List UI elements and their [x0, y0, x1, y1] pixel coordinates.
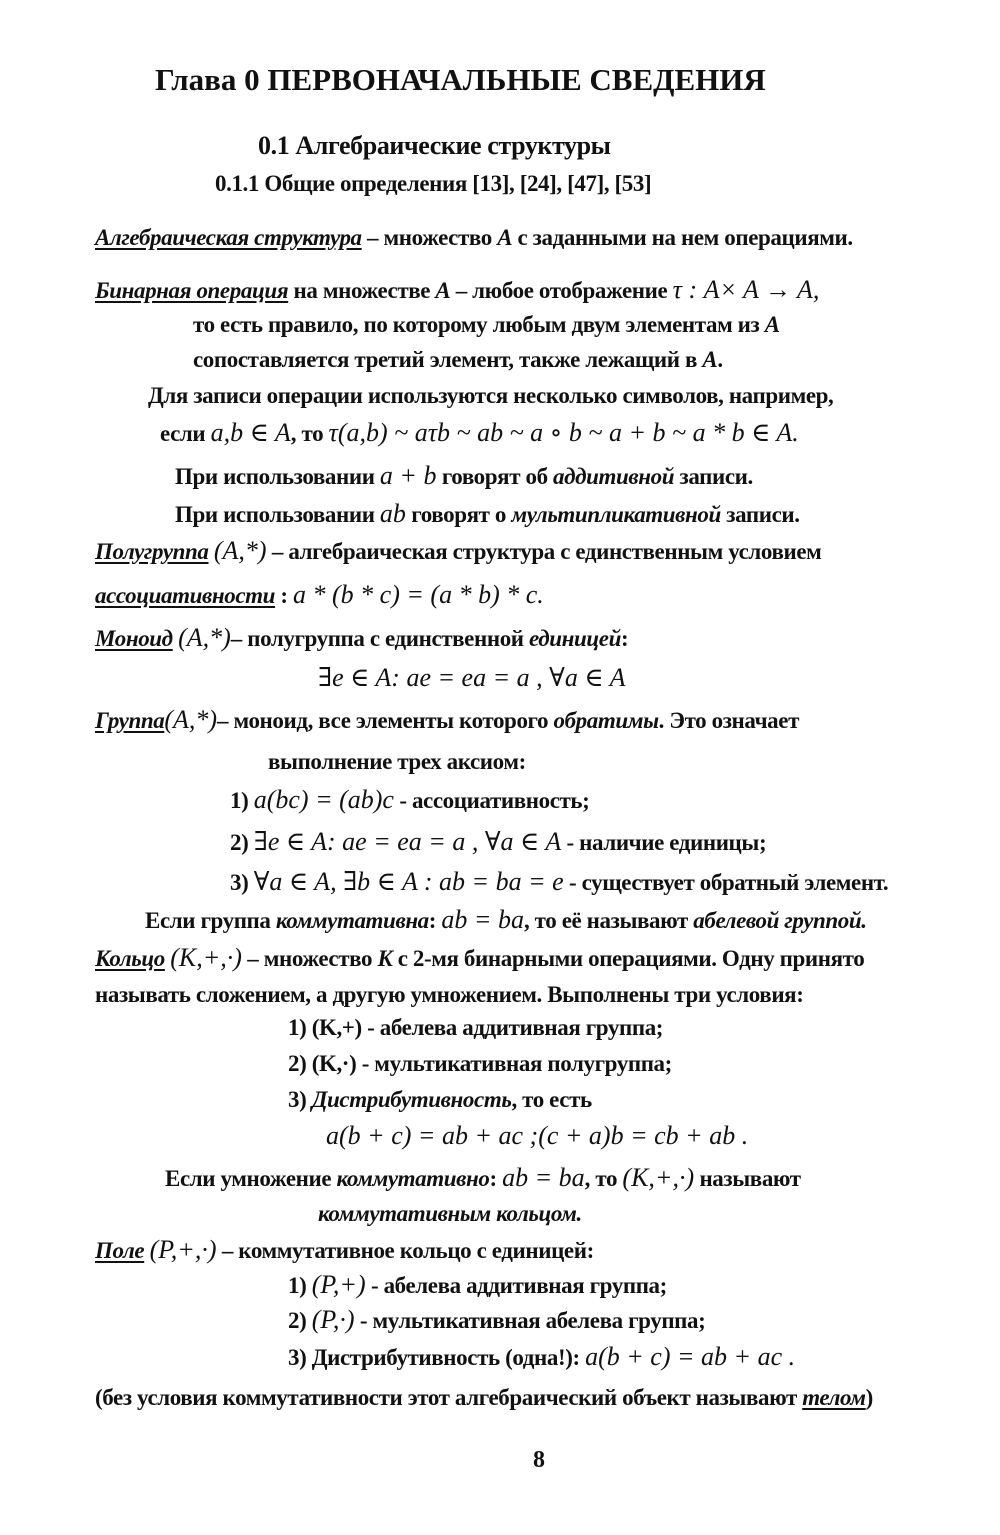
text-segment: Для записи операции используются несколько символов, например, — [148, 383, 834, 408]
text-segment: : — [621, 626, 629, 651]
text-segment: 1) — [288, 1273, 312, 1298]
defined-term: Поле — [95, 1238, 145, 1263]
text-line — [175, 462, 753, 491]
text-segment: записи. — [720, 502, 800, 527]
axiom-item — [230, 786, 589, 815]
text-segment: - мультикативная абелева группа; — [354, 1308, 706, 1333]
formula-line — [160, 419, 799, 448]
text-segment: : — [428, 908, 442, 933]
field-condition — [288, 1306, 705, 1335]
text-segment: на множестве — [288, 278, 436, 303]
axiom-item — [230, 868, 888, 897]
math-expression: a(b + c) = ab + ac ;(c + a)b = cb + ab . — [326, 1121, 749, 1150]
text-segment: При использовании — [175, 464, 380, 489]
text-segment: с заданными на нем операциями. — [512, 225, 853, 250]
text-segment: Если группа — [145, 908, 276, 933]
text-segment: 1) — [230, 788, 254, 813]
math-expression: (P,·) — [311, 1305, 355, 1334]
text-line — [268, 748, 526, 776]
subsection-title — [215, 170, 651, 198]
math-expression: (K,+,·) — [622, 1163, 695, 1192]
text-segment: (без условия коммутативности этот алгебраический объект называют — [95, 1385, 803, 1410]
text-segment: - существует обратный элемент. — [563, 870, 889, 895]
formula-line — [95, 581, 544, 610]
ring-condition — [288, 1014, 663, 1042]
text-line — [95, 1384, 873, 1412]
defined-term: Кольцо — [95, 946, 165, 971]
math-expression: (A,*) — [164, 705, 218, 734]
text-segment: 2) (K,·) - мультикативная полугруппа; — [288, 1051, 672, 1076]
text-segment: 2) — [230, 830, 254, 855]
math-expression: (A,*) — [213, 536, 267, 565]
text-segment: – множество — [361, 225, 498, 250]
italic-text: абелевой группой. — [693, 908, 867, 933]
text-segment: 3) — [230, 870, 254, 895]
defined-term: Полугруппа — [95, 539, 209, 564]
chapter-title — [155, 62, 766, 98]
defined-term: Моноид — [95, 626, 173, 651]
math-expression: (K,+,·) — [170, 943, 242, 972]
text-segment: ) — [865, 1385, 873, 1410]
text-line — [148, 382, 833, 410]
italic-text: A — [435, 278, 451, 303]
italic-text: Дистрибутивность — [311, 1087, 512, 1112]
definition-group — [95, 706, 799, 735]
text-segment: 8 — [533, 1447, 545, 1473]
field-condition — [288, 1271, 667, 1300]
text-segment: записи. — [674, 464, 753, 489]
math-expression: ab — [379, 499, 406, 528]
italic-text: K — [377, 946, 393, 971]
math-expression: a(b + c) = ab + ac . — [585, 1342, 796, 1371]
text-line — [95, 981, 804, 1009]
text-segment: - ассоциативность; — [393, 788, 590, 813]
math-expression: a,b ∈ A — [210, 418, 291, 447]
ring-condition — [288, 1050, 672, 1078]
text-segment: говорят об — [436, 464, 554, 489]
italic-text: коммутативно — [336, 1166, 490, 1191]
field-condition — [288, 1343, 795, 1372]
math-expression: a * (b * c) = (a * b) * c. — [293, 580, 544, 609]
definition-monoid — [95, 624, 628, 653]
text-line — [318, 1200, 582, 1228]
text-line — [165, 1164, 801, 1193]
formula-line — [318, 664, 625, 693]
text-segment: - абелева аддитивная группа; — [365, 1273, 667, 1298]
axiom-item — [230, 828, 766, 857]
ring-condition — [288, 1086, 592, 1114]
text-segment: говорят о — [405, 502, 512, 527]
text-segment: 1) (K,+) - абелева аддитивная группа; — [288, 1015, 664, 1040]
text-segment: – любое отображение — [450, 278, 673, 303]
text-segment: . Это означает — [658, 708, 799, 733]
italic-text: единицей — [529, 626, 621, 651]
section-title — [258, 130, 611, 162]
text-line — [193, 311, 780, 339]
text-segment: , то есть — [511, 1087, 592, 1112]
text-segment: называть сложением, а другую умножением. Выполнены три условия: — [95, 982, 804, 1007]
text-segment: , то — [584, 1166, 623, 1191]
italic-text: коммутативна — [275, 908, 429, 933]
text-segment: [13], [24], [47], [53] — [472, 171, 652, 196]
defined-term: телом — [802, 1385, 866, 1410]
text-segment: если — [160, 421, 211, 446]
text-segment: . — [717, 347, 723, 372]
math-expression: ab = ba — [441, 905, 524, 934]
text-segment: - наличие единицы; — [561, 830, 767, 855]
math-expression: a(bc) = (ab)c — [253, 785, 394, 814]
definition-field — [95, 1236, 594, 1265]
math-expression: ab = ba — [502, 1163, 585, 1192]
text-segment: – коммутативное кольцо с единицей: — [216, 1238, 594, 1263]
text-segment: Глава 0 ПЕРВОНАЧАЛЬНЫЕ СВЕДЕНИЯ — [155, 62, 766, 97]
defined-term: Группа — [95, 708, 165, 733]
text-segment: , то её называют — [523, 908, 694, 933]
definition-semigroup — [95, 537, 821, 566]
defined-term: Алгебраическая структура — [95, 225, 362, 250]
math-expression: ∃e ∈ A: ae = ea = a , ∀a ∈ A — [253, 827, 562, 856]
italic-text: A — [497, 225, 513, 250]
text-segment: 0.1.1 Общие определения — [215, 171, 473, 196]
math-expression: τ : A× A → A, — [672, 275, 820, 304]
math-expression: ∃e ∈ A: ae = ea = a , ∀a ∈ A — [318, 663, 626, 692]
page-number — [533, 1446, 545, 1474]
text-segment: 3) Дистрибутивность (одна!): — [288, 1345, 586, 1370]
text-segment: с 2-мя бинарными операциями. Одну принято — [392, 946, 865, 971]
text-segment: – полугруппа с единственной — [230, 626, 529, 651]
definition-binary-operation — [95, 276, 819, 305]
text-segment: называют — [694, 1166, 801, 1191]
text-segment: 0.1 Алгебраические структуры — [258, 131, 611, 160]
text-segment: сопоставляется третий элемент, также лежащий в — [193, 347, 703, 372]
math-expression: a + b — [379, 461, 437, 490]
text-line — [145, 906, 867, 935]
text-segment: , то — [290, 421, 329, 446]
italic-text: мультипликативной — [511, 502, 721, 527]
text-segment: 3) — [288, 1087, 312, 1112]
text-line — [175, 500, 800, 529]
text-segment: – множество — [241, 946, 378, 971]
italic-text: обратимы — [553, 708, 659, 733]
italic-text: A — [702, 347, 718, 372]
text-segment: – моноид, все элементы которого — [217, 708, 554, 733]
text-segment: выполнение трех аксиом: — [268, 749, 526, 774]
text-segment: : — [489, 1166, 503, 1191]
text-segment: Если умножение — [165, 1166, 337, 1191]
text-segment: то есть правило, по которому любым двум элементам из — [193, 312, 765, 337]
text-segment: 2) — [288, 1308, 312, 1333]
math-expression: ∀a ∈ A, ∃b ∈ A : ab = ba = e — [253, 867, 564, 896]
math-expression: τ(a,b) ~ aτb ~ ab ~ a ∘ b ~ a + b ~ a * b ∈ A. — [328, 418, 799, 447]
formula-line — [326, 1122, 748, 1151]
definition-algebraic-structure — [95, 224, 853, 252]
defined-term: ассоциативности — [95, 583, 276, 608]
math-expression: (A,*) — [178, 623, 231, 652]
definition-ring — [95, 944, 864, 973]
math-expression: (P,+,·) — [149, 1235, 217, 1264]
italic-text: коммутативным кольцом. — [318, 1201, 582, 1226]
defined-term: Бинарная операция — [95, 278, 289, 303]
text-segment: : — [275, 583, 294, 608]
italic-text: A — [764, 312, 780, 337]
text-segment: При использовании — [175, 502, 380, 527]
text-line — [193, 346, 723, 374]
math-expression: (P,+) — [311, 1270, 366, 1299]
italic-text: аддитивной — [553, 464, 675, 489]
text-segment: – алгебраическая структура с единственным условием — [266, 539, 822, 564]
